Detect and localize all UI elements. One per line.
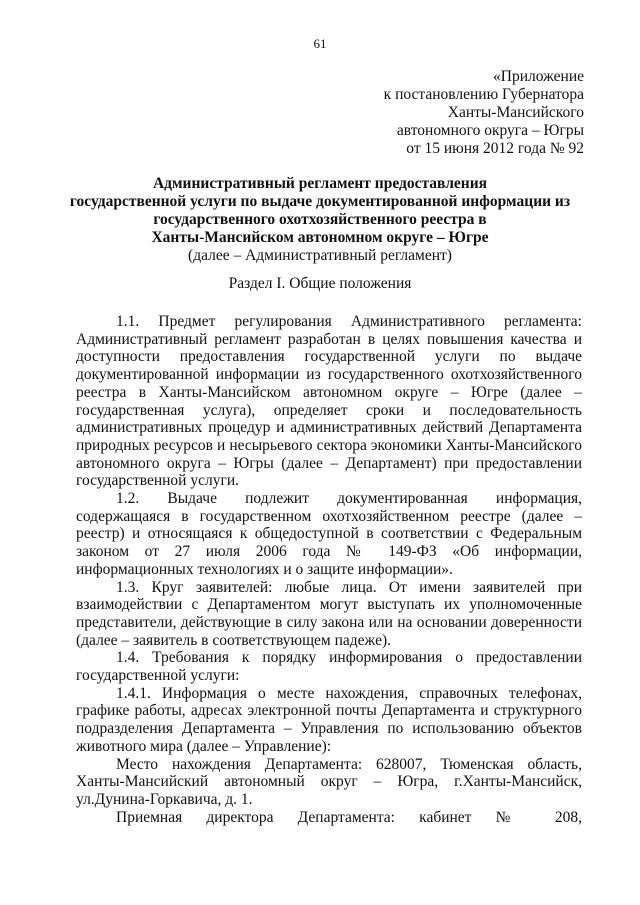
paragraph-1-4: 1.4. Требования к порядку информирования о предоставлении государственной услуги: [76,649,582,685]
title-note: (далее – Административный регламент) [188,247,452,264]
paragraph-reception: Приемная директора Департамента: кабинет № 208, [116,808,582,826]
appendix-line: от 15 июня 2012 года № 92 [406,140,584,157]
appendix-reference [384,68,584,158]
document-title [60,175,580,265]
appendix-line: «Приложение [493,68,584,85]
document-body [76,313,582,826]
paragraph-location: Место нахождения Департамента: 628007, Тюменская область, Ханты-Мансийский автономный округ – Югра, г.Ханты-Мансийск, ул.Дунина-Горкавича, д. 1. [76,755,582,808]
paragraph-1-2: 1.2. Выдаче подлежит документированная информация, содержащаяся в государственном охотхозяйственном реестре (далее – реестр) и относящаяся к общедоступной в соответствии с Федеральным законом от 27 июля 2006 года № 149-ФЗ «Об информации, информационных технологиях и о защите информации». [76,490,582,578]
paragraph-1-1: 1.1. Предмет регулирования Административного регламента: Административный регламент разработан в целях повышения качества и доступности предоставления государственной услуги по выдаче документированной информации из государственного охотхозяйственного реестра в Ханты-Мансийском автономном округе – Югре (далее – государственная услуга), определяет сроки и последовательность административных процедур и административных действий Департамента природных ресурсов и несырьевого сектора экономики Ханты-Мансийского автономного округа – Югры (далее – Департамент) при предоставлении государственной услуги. [76,313,582,490]
page-number: 61 [313,36,327,51]
appendix-line: автономного округа – Югры [396,122,584,139]
appendix-line: к постановлению Губернатора [383,86,584,103]
title-line: Ханты-Мансийском автономном округе – Югре [151,229,489,246]
title-line: Административный регламент предоставления [152,175,488,192]
paragraph-1-3: 1.3. Круг заявителей: любые лица. От имени заявителей при взаимодействии с Департаментом могут выступать их уполномоченные представители, действующие в силу закона или на основании доверенности (далее – заявитель в соответствующем падеже). [76,578,582,649]
title-line: государственной услуги по выдаче документированной информации из [69,193,571,210]
paragraph-1-4-1: 1.4.1. Информация о месте нахождения, справочных телефонах, графике работы, адресах электронной почты Департамента и структурного подразделения Департамента – Управления по использованию объектов животного мира (далее – Управление): [76,684,582,755]
title-line: государственного охотхозяйственного реестра в [153,211,487,228]
section-heading: Раздел I. Общие положения [228,275,412,292]
appendix-line: Ханты-Мансийского [447,104,584,121]
